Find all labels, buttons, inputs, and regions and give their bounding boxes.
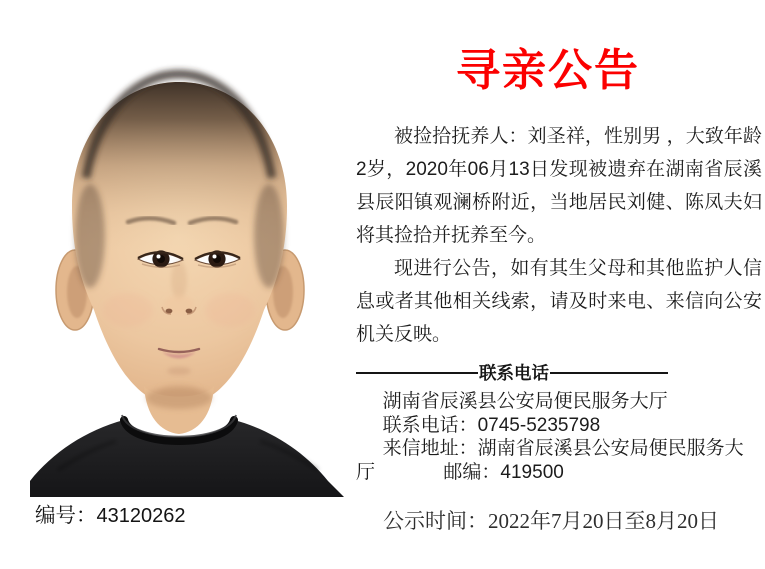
- postcode-group: [443, 462, 563, 483]
- divider-line-right: [550, 372, 668, 374]
- contact-office: 湖南省辰溪县公安局便民服务大厅: [382, 391, 668, 413]
- divider-line-left: [356, 372, 478, 374]
- child-photo: [28, 8, 348, 497]
- period-value: 2022年7月20日至8月20日: [488, 509, 719, 533]
- neck: [144, 386, 214, 434]
- child-portrait-illustration: [28, 8, 348, 497]
- notice-paragraph-1: 被捡拾抚养人：刘圣祥，性别男 ，大致年龄2岁，2020年06月13日发现被遗弃在湖南省辰溪县辰阳镇观澜桥附近，当地居民刘健、陈凤夫妇将其捡拾并抚养至今。: [356, 126, 762, 247]
- postcode-label: 邮编：: [443, 461, 501, 483]
- serial-number: [35, 498, 185, 528]
- serial-value: 43120262: [96, 505, 186, 527]
- public-notice-period: [383, 505, 719, 535]
- contact-address: 湖南省辰溪县公安局便民服务大厅: [356, 438, 744, 483]
- serial-label: 编号：: [35, 505, 97, 527]
- postcode-value: 419500: [500, 461, 564, 483]
- notice-paragraph-2: 现进行公告，如有其生父母和其他监护人信息或者其他相关线索，请及时来电、来信向公安机关反映。: [356, 258, 762, 346]
- contact-divider-label: 联系电话: [479, 363, 549, 384]
- contact-phone-line: [356, 414, 752, 438]
- contact-address-label: 来信地址：: [382, 438, 478, 460]
- period-label: 公示时间：: [383, 509, 488, 533]
- contact-phone-label: 联系电话：: [382, 414, 478, 436]
- contact-divider: [356, 360, 672, 385]
- notice-content: [356, 0, 765, 484]
- contact-address-line: [356, 437, 752, 484]
- notice-title: 寻亲公告: [456, 46, 640, 95]
- contact-block: [356, 390, 752, 484]
- contact-phone-number: 0745-5235798: [477, 414, 601, 436]
